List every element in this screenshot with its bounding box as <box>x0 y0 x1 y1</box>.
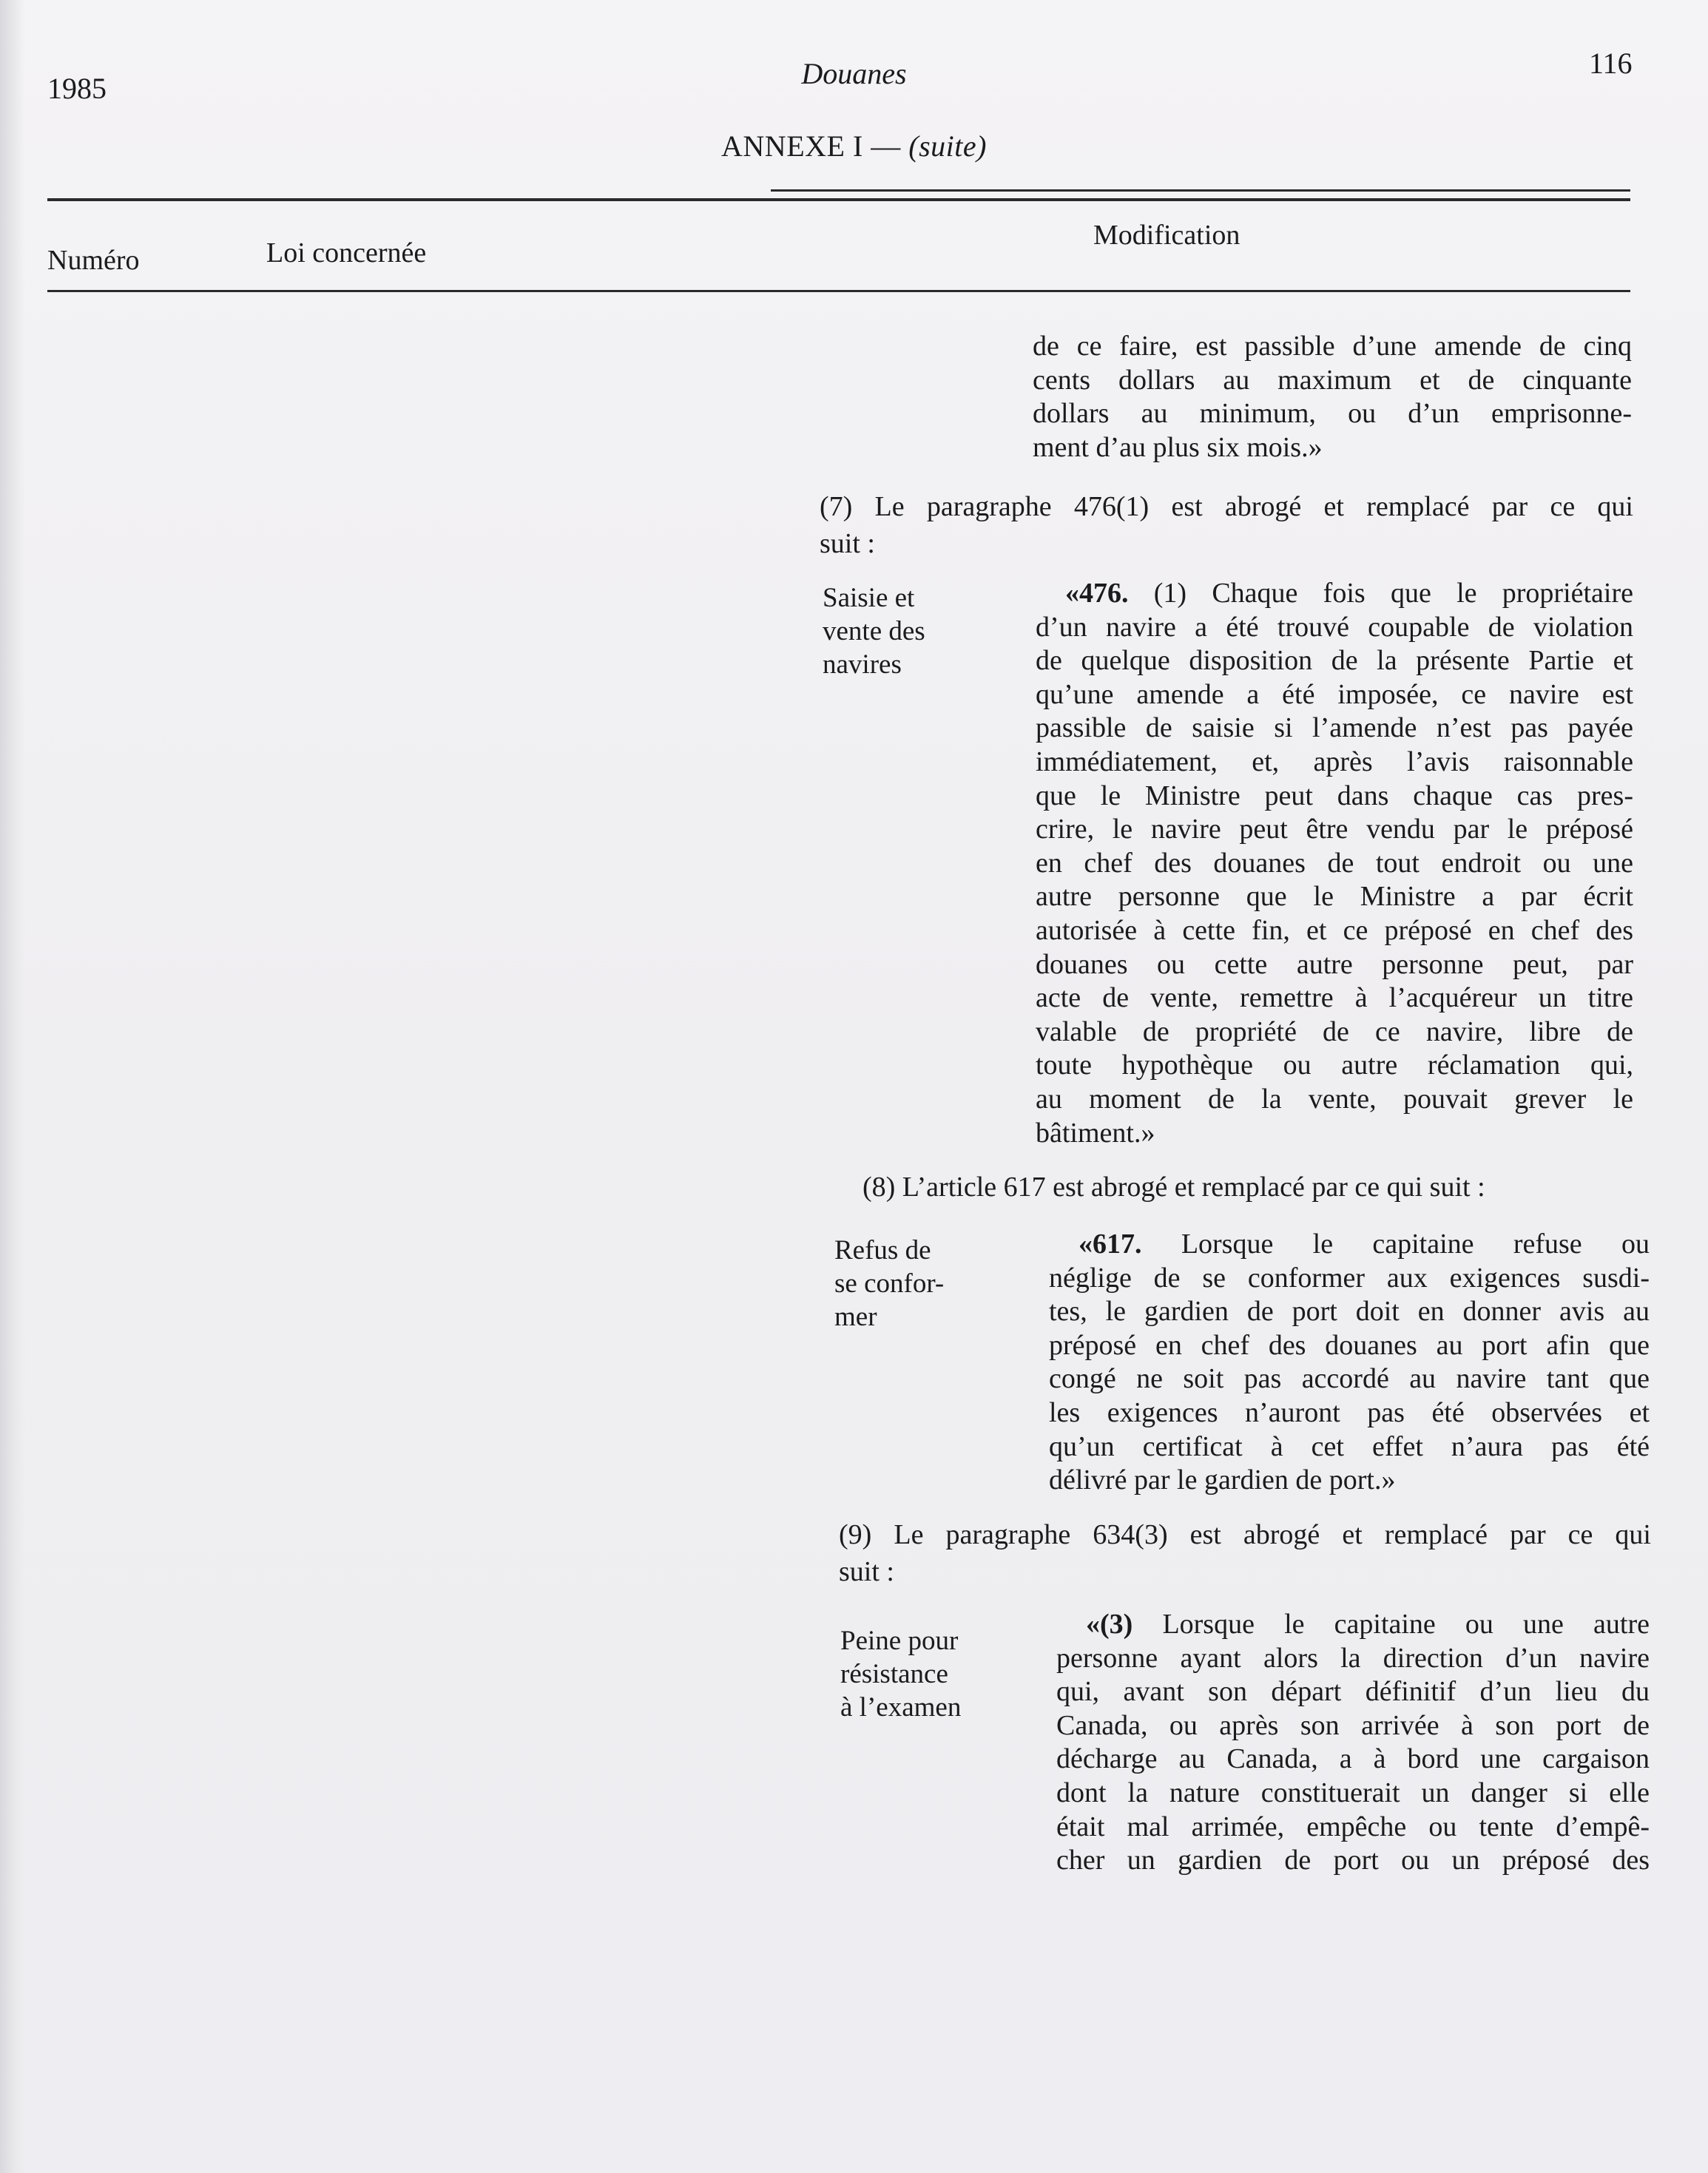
section-634-text <box>1056 1608 1650 1878</box>
column-header-act: Loi concernée <box>266 237 427 268</box>
header-title: Douanes <box>801 57 907 90</box>
marginal-note-line: mer <box>834 1302 877 1332</box>
annex-title-suffix: (suite) <box>908 129 987 163</box>
text-line: tes, le gardien de port doit en donner avis au <box>1049 1296 1650 1328</box>
marginal-note-line: Saisie et <box>823 583 915 613</box>
text-line: dont la nature constituerait un danger si elle <box>1056 1777 1650 1808</box>
text-line: autre personne que le Ministre a par écrit <box>1036 881 1633 913</box>
text-line: autorisée à cette fin, et ce préposé en chef des <box>1036 914 1633 946</box>
header-rule-top <box>771 189 1630 192</box>
header-rule-bottom <box>47 290 1630 292</box>
text-line: suit : <box>839 1556 894 1587</box>
text-line: suit : <box>820 528 875 559</box>
binding-shadow <box>0 0 25 2173</box>
marginal-note-line: se confor- <box>834 1268 945 1299</box>
column-header-amendment: Modification <box>1093 220 1241 251</box>
section-617-text <box>1049 1228 1650 1498</box>
section-number: «476. <box>1065 578 1129 609</box>
text-line: personne ayant alors la direction d’un navire <box>1056 1642 1650 1674</box>
text-line: les exigences n’auront pas été observées et <box>1049 1396 1650 1428</box>
column-header-number: Numéro <box>47 245 140 276</box>
header-rule-upper <box>47 198 1630 201</box>
text-line: acte de vente, remettre à l’acquéreur un titre <box>1036 982 1633 1014</box>
text-line: de ce faire, est passible d’une amende de cinq <box>1033 331 1632 362</box>
text-line: Canada, ou après son arrivée à son port de <box>1056 1709 1650 1741</box>
marginal-note-line: à l’examen <box>840 1692 962 1723</box>
text-line: qu’une amende a été imposée, ce navire est <box>1036 678 1633 710</box>
text-line: valable de propriété de ce navire, libre de <box>1036 1015 1633 1047</box>
text-line: décharge au Canada, a à bord une cargaison <box>1056 1743 1650 1775</box>
text-line: en chef des douanes de tout endroit ou une <box>1036 847 1633 879</box>
section-number: «617. <box>1079 1229 1142 1260</box>
paragraph-8-heading <box>863 1169 1632 1206</box>
marginal-note-line: Refus de <box>834 1235 931 1265</box>
text-line: «476. (1) Chaque fois que le propriétaire <box>1065 578 1633 609</box>
text-line: délivré par le gardien de port.» <box>1049 1464 1396 1496</box>
text-line: douanes ou cette autre personne peut, par <box>1036 948 1633 980</box>
annex-title-main: ANNEXE I — <box>721 129 909 163</box>
marginal-note-617 <box>834 1234 944 1334</box>
text-line: (8) L’article 617 est abrogé et remplacé par ce qui suit : <box>863 1172 1485 1203</box>
text-line: que le Ministre peut dans chaque cas pres- <box>1036 780 1633 811</box>
text-line: était mal arrimée, empêche ou tente d’empê- <box>1056 1811 1650 1842</box>
continuation-text <box>1033 330 1632 464</box>
marginal-note-634 <box>840 1624 961 1724</box>
marginal-note-line: résistance <box>840 1659 948 1689</box>
paragraph-9-heading <box>839 1516 1651 1590</box>
text-line: qui, avant son départ définitif d’un lieu du <box>1056 1676 1650 1708</box>
text-line: de quelque disposition de la présente Partie et <box>1036 645 1633 677</box>
text-line: ment d’au plus six mois.» <box>1033 431 1323 463</box>
text-line: d’un navire a été trouvé coupable de violation <box>1036 611 1633 643</box>
text-line: (7) Le paragraphe 476(1) est abrogé et remplacé par ce qui <box>820 491 1633 522</box>
marginal-note-line: vente des <box>823 616 925 646</box>
marginal-note-line: navires <box>823 649 902 680</box>
header-year: 1985 <box>47 72 107 105</box>
text-line: néglige de se conformer aux exigences susdi- <box>1049 1262 1650 1294</box>
text-line: dollars au minimum, ou d’un emprisonne- <box>1033 398 1632 430</box>
text-line: qu’un certificat à cet effet n’aura pas été <box>1049 1430 1650 1462</box>
text-line: bâtiment.» <box>1036 1117 1155 1149</box>
marginal-note-line: Peine pour <box>840 1626 959 1656</box>
annex-title <box>0 129 1708 163</box>
section-number: «(3) <box>1086 1609 1133 1640</box>
section-476-text <box>1036 577 1633 1150</box>
text-line: crire, le navire peut être vendu par le préposé <box>1036 814 1633 845</box>
marginal-note-476 <box>823 581 925 681</box>
paragraph-7-heading <box>820 488 1633 562</box>
text-line: «(3) Lorsque le capitaine ou une autre <box>1086 1609 1650 1640</box>
page-number: 116 <box>1589 47 1633 80</box>
text-line: cents dollars au maximum et de cinquante <box>1033 364 1632 396</box>
text-line: toute hypothèque ou autre réclamation qui, <box>1036 1050 1633 1081</box>
text-line: au moment de la vente, pouvait grever le <box>1036 1083 1633 1115</box>
text-line: passible de saisie si l’amende n’est pas payée <box>1036 712 1633 744</box>
text-line: «617. Lorsque le capitaine refuse ou <box>1079 1229 1650 1260</box>
text-line: (9) Le paragraphe 634(3) est abrogé et remplacé par ce qui <box>839 1519 1651 1550</box>
text-line: préposé en chef des douanes au port afin que <box>1049 1329 1650 1361</box>
text-line: congé ne soit pas accordé au navire tant que <box>1049 1363 1650 1395</box>
text-line: immédiatement, et, après l’avis raisonnable <box>1036 746 1633 777</box>
text-line: cher un gardien de port ou un préposé des <box>1056 1845 1650 1876</box>
